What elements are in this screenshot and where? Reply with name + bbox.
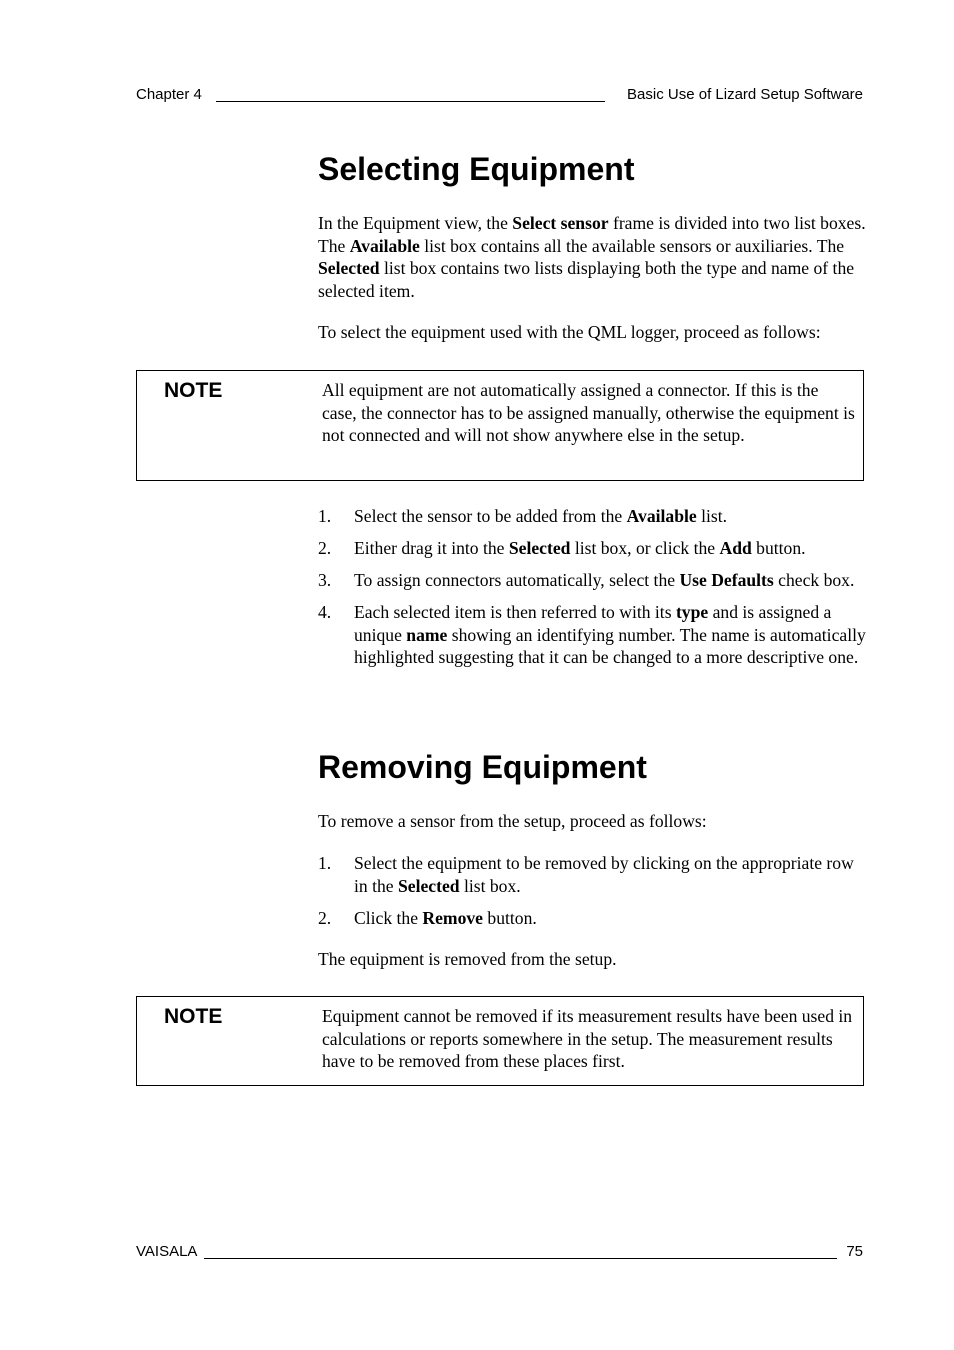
list-item-number: 4.	[318, 602, 332, 622]
step-text: Select the sensor to be added from the	[354, 506, 627, 526]
step-bold-term: Available	[626, 506, 697, 526]
list-item-number: 1.	[318, 506, 332, 526]
list-item-text	[354, 538, 806, 558]
step-bold-term: type	[675, 602, 709, 622]
lead-paragraph-remove: To remove a sensor from the setup, proceed as follows:	[318, 811, 707, 831]
header-title: Basic Use of Lizard Setup Software	[627, 86, 863, 103]
list-item-number: 2.	[318, 538, 332, 558]
list-item	[318, 907, 866, 930]
step-bold-term: Selected	[397, 875, 460, 896]
step-bold-term: Selected	[508, 538, 571, 558]
chapter-label: Chapter 4	[136, 86, 202, 103]
list-item	[318, 852, 866, 897]
result-paragraph: The equipment is removed from the setup.	[318, 949, 617, 969]
step-text: Either drag it into the	[354, 538, 509, 558]
note-box-removal	[136, 996, 864, 1086]
step-text: list.	[696, 506, 727, 526]
note-text: Equipment cannot be removed if its measurement results have been used in calculations or reports somewhere in the setup. The measurement results have to be removed from these places first.	[322, 1006, 853, 1071]
page-header	[136, 86, 863, 106]
step-bold-term: Remove	[422, 907, 483, 928]
remove-steps-list	[318, 852, 866, 939]
note-label: NOTE	[164, 379, 223, 402]
step-text: check box.	[773, 570, 855, 590]
note-box-connector	[136, 370, 864, 481]
list-item	[318, 537, 866, 560]
list-item-text	[354, 506, 727, 526]
step-text: To assign connectors automatically, select the	[354, 570, 680, 590]
paragraph-text: list box contains two lists displaying both the type and name of the selected item.	[318, 258, 855, 301]
list-item-text	[354, 908, 537, 928]
step-text: list box, or click the	[570, 538, 720, 558]
list-item	[318, 601, 866, 669]
paragraph-text: list box contains all the available sensors or auxiliaries. The	[419, 235, 845, 256]
page-footer	[136, 1243, 863, 1263]
step-bold-term: name	[406, 624, 448, 645]
section-title-removing: Removing Equipment	[318, 749, 647, 785]
list-item-text	[354, 602, 866, 667]
list-item-text	[354, 853, 854, 896]
list-item-number: 1.	[318, 853, 332, 873]
select-steps-list	[318, 505, 866, 678]
paragraph-text: In the Equipment view, the	[318, 213, 513, 233]
list-item-text	[354, 570, 854, 590]
section-title-selecting: Selecting Equipment	[318, 151, 635, 187]
intro-paragraph	[318, 212, 866, 302]
step-text: Each selected item is then referred to with its	[354, 602, 676, 622]
step-text: button.	[483, 907, 537, 928]
list-item	[318, 569, 866, 592]
step-bold-term: Add	[719, 538, 752, 558]
step-text: showing an identifying number. The name is automatically highlighted suggesting that it can be changed to a more descriptive one.	[354, 624, 866, 667]
company-name: VAISALA	[136, 1243, 198, 1260]
step-text: Click the	[354, 907, 423, 928]
footer-rule	[204, 1258, 837, 1259]
paragraph-bold-term: Select sensor	[512, 213, 609, 233]
note-label: NOTE	[164, 1005, 223, 1028]
list-item-number: 3.	[318, 570, 332, 590]
step-text: Select the equipment to be removed by clicking on the appropriate row in the	[354, 853, 854, 896]
list-item	[318, 505, 866, 528]
lead-paragraph-select: To select the equipment used with the QML logger, proceed as follows:	[318, 322, 821, 342]
step-text: button.	[751, 538, 806, 558]
paragraph-bold-term: Available	[349, 235, 420, 256]
step-text: and is assigned a unique	[354, 602, 832, 645]
list-item-number: 2.	[318, 907, 332, 928]
step-text: list box.	[459, 875, 521, 896]
paragraph-text: frame is divided into two list boxes. The	[318, 213, 866, 256]
note-text: All equipment are not automatically assigned a connector. If this is the case, the connector has to be assigned manually, otherwise the equipment is not connected and will not show anywhere else in the setup.	[322, 380, 855, 445]
paragraph-bold-term: Selected	[318, 258, 380, 278]
page-number: 75	[846, 1243, 863, 1260]
step-bold-term: Use Defaults	[679, 570, 774, 590]
header-rule	[216, 101, 605, 102]
